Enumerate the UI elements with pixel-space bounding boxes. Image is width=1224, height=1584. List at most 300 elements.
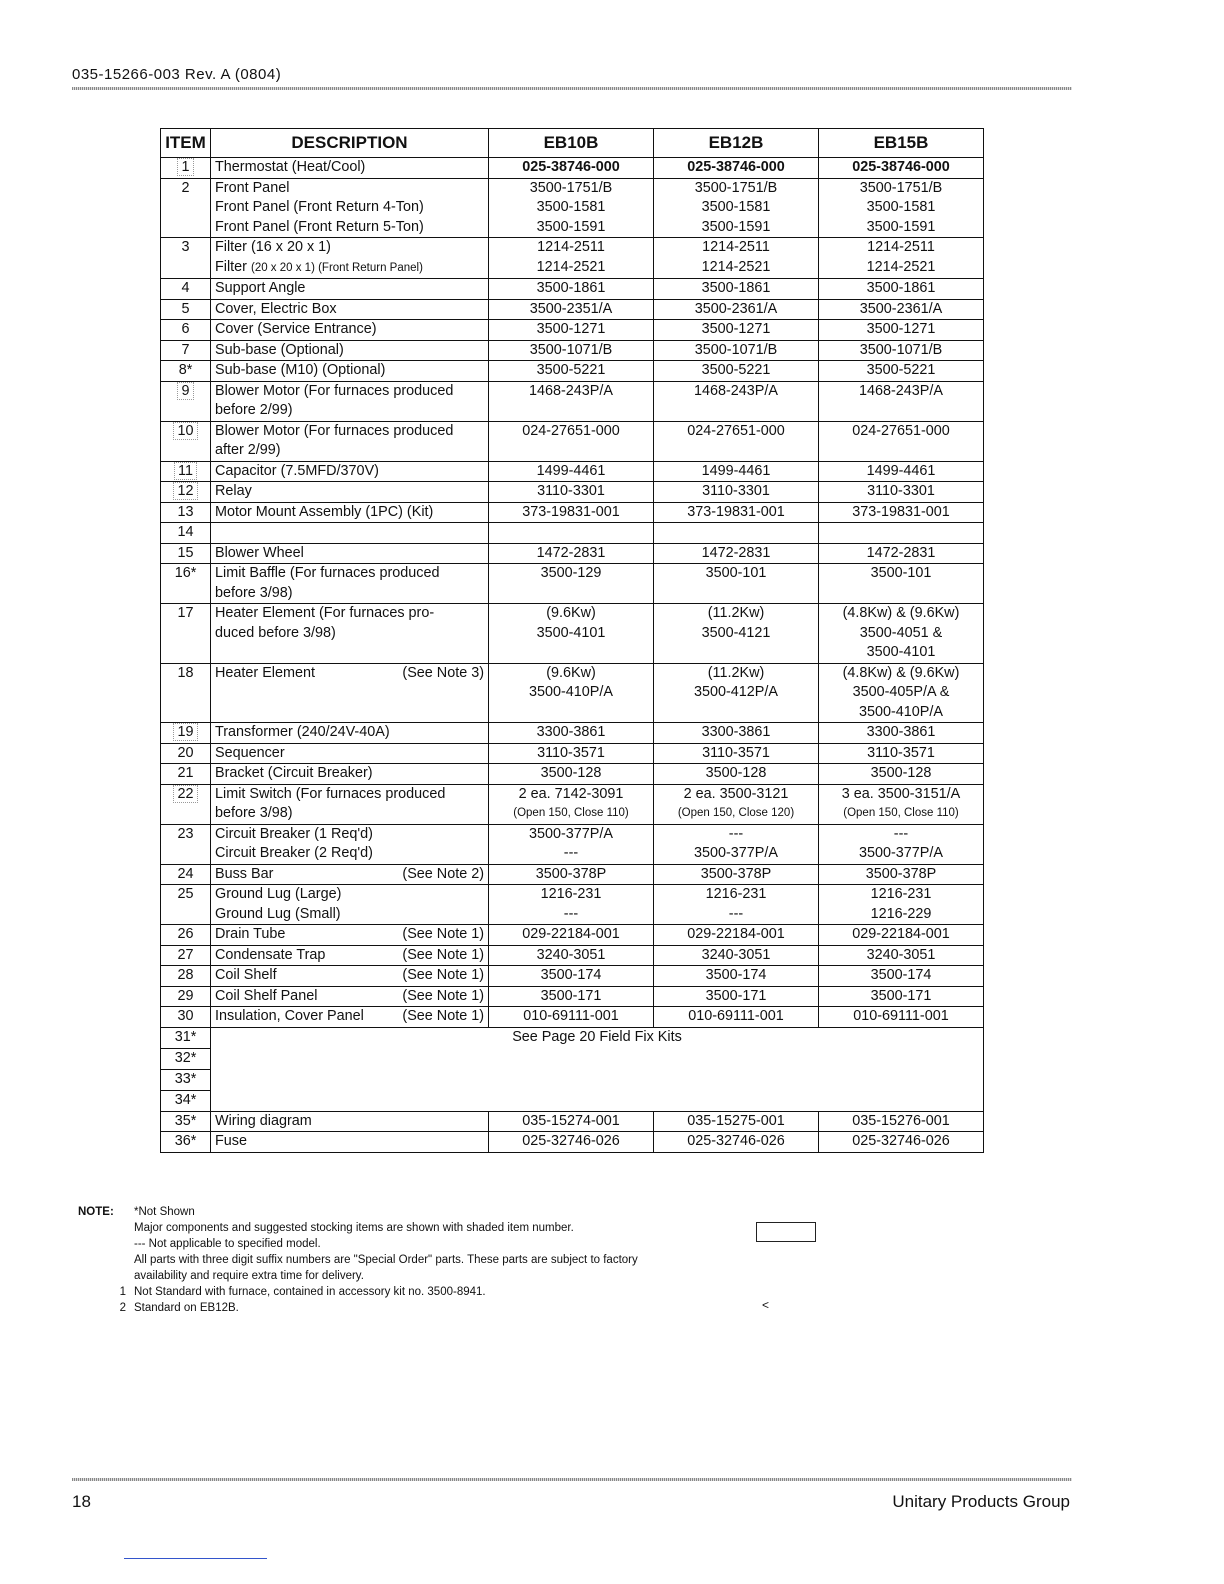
item-number: 28: [177, 967, 194, 983]
footnote-2: [78, 1300, 798, 1316]
item-number: 13: [177, 503, 194, 520]
eb15b-part-cell: [819, 966, 984, 987]
item-number-cell: [161, 238, 211, 279]
cell-line: Heater Element (For furnaces pro-: [215, 605, 435, 621]
eb12b-part-cell: [654, 158, 819, 179]
notes-section: [78, 1204, 798, 1316]
cell-line: 3500-5221: [701, 362, 771, 378]
eb10b-part-cell: [489, 824, 654, 864]
item-number: 20: [177, 744, 194, 761]
table-row: [161, 743, 984, 764]
eb15b-part-cell: [819, 461, 984, 482]
cell-line: 3500-1071/B: [529, 341, 613, 358]
eb15b-part-cell: [819, 238, 984, 279]
eb15b-part-cell: [819, 945, 984, 966]
eb15b-part-cell: [819, 482, 984, 503]
cell-line: Filter (16 x 20 x 1): [215, 239, 331, 255]
table-row: [161, 482, 984, 503]
eb12b-part-cell: [654, 864, 819, 885]
cell-line: 1216-231: [705, 886, 767, 902]
cell-text: Drain Tube: [215, 926, 286, 942]
eb10b-part-cell: [489, 421, 654, 461]
cell-line: Fuse: [215, 1133, 247, 1149]
eb10b-part-cell: [489, 361, 654, 382]
cell-line: 3500-128: [870, 765, 932, 781]
cell-line: 035-15274-001: [522, 1112, 620, 1129]
note-line: --- Not applicable to specified model.: [134, 1238, 321, 1250]
cell-line: 1216-231: [540, 886, 602, 902]
cell-line: before 3/98): [215, 805, 293, 821]
cell-line: ---: [728, 905, 744, 922]
item-number-cell: [161, 663, 211, 723]
eb10b-part-cell: [489, 1132, 654, 1153]
description-cell: [211, 502, 489, 523]
cell-line: 3500-1271: [536, 321, 606, 337]
description-cell: [211, 743, 489, 764]
cell-line: 1499-4461: [536, 462, 606, 479]
cell-line: 1499-4461: [701, 462, 771, 479]
cell-line: 024-27651-000: [522, 422, 620, 439]
page-number: 18: [72, 1492, 91, 1511]
cell-text: Coil Shelf Panel: [215, 987, 318, 1004]
cell-text: (See Note 1): [402, 926, 484, 942]
item-number-cell: [161, 158, 211, 179]
cell-line: 3500-1591: [866, 218, 936, 235]
cell-line: 035-15275-001: [687, 1112, 785, 1129]
cell-line: 3500-5221: [536, 362, 606, 378]
eb10b-part-cell: [489, 1111, 654, 1132]
description-cell: [211, 986, 489, 1007]
cell-line: Filter (20 x 20 x 1) (Front Return Panel): [215, 258, 423, 275]
eb10b-part-cell: [489, 663, 654, 723]
cell-line: Ground Lug (Small): [215, 905, 341, 922]
cell-line: Sequencer: [215, 744, 285, 761]
item-number: 6: [181, 321, 190, 337]
eb15b-part-cell: [819, 764, 984, 785]
eb10b-part-cell: [489, 885, 654, 925]
eb12b-part-cell: [654, 564, 819, 604]
cell-line: 3500-1581: [866, 199, 936, 215]
description-cell: [211, 1132, 489, 1153]
eb12b-part-cell: [654, 925, 819, 946]
cell-line: 1214-2511: [537, 239, 605, 255]
cell-text: (See Note 1): [402, 967, 484, 983]
item-number: 27: [177, 946, 194, 963]
eb10b-part-cell: [489, 604, 654, 664]
item-number: 29: [177, 987, 194, 1004]
eb10b-part-cell: [489, 238, 654, 279]
cell-line: 3110-3571: [537, 744, 605, 761]
parts-table: [160, 128, 984, 1153]
cell-line: 010-69111-001: [523, 1008, 619, 1024]
company-name: Unitary Products Group: [892, 1492, 1070, 1511]
cell-line: 1468-243P/A: [528, 382, 613, 399]
cell-line: 3110-3571: [867, 744, 935, 761]
eb12b-part-cell: [654, 299, 819, 320]
cell-line: 1499-4461: [866, 462, 936, 479]
eb15b-part-cell: [819, 543, 984, 564]
eb15b-part-cell: [819, 663, 984, 723]
eb12b-part-cell: [654, 238, 819, 279]
cell-line: 3500-4101: [536, 624, 606, 641]
footnote-text: Not Standard with furnace, contained in accessory kit no. 3500-8941.: [134, 1286, 486, 1298]
table-header-row: [161, 129, 984, 158]
description-cell: [211, 663, 489, 723]
table-row: [161, 564, 984, 604]
item-number-cell: [161, 299, 211, 320]
eb15b-part-cell: [819, 925, 984, 946]
item-number-cell: [161, 864, 211, 885]
table-row: [161, 320, 984, 341]
item-number: 3: [181, 239, 190, 255]
eb15b-part-cell: [819, 864, 984, 885]
item-number-cell: [161, 320, 211, 341]
item-number-cell: [161, 421, 211, 461]
description-cell: [211, 764, 489, 785]
item-number: 35*: [174, 1112, 197, 1129]
cell-line: [215, 987, 484, 1007]
cell-line: 3500-377P/A: [528, 825, 613, 842]
col-header-item: ITEM: [161, 129, 211, 158]
item-number: 18: [177, 664, 194, 681]
cell-line: (Open 150, Close 110): [843, 807, 959, 819]
item-number: 19: [173, 723, 197, 741]
eb12b-part-cell: [654, 340, 819, 361]
cell-line: 3110-3301: [702, 483, 770, 499]
item-number-cell: 31*: [161, 1027, 211, 1048]
cell-line: Sub-base (Optional): [215, 341, 344, 358]
cell-line: 3240-3051: [866, 946, 936, 963]
item-number-cell: [161, 523, 211, 544]
description-cell: [211, 381, 489, 421]
cell-line: (Open 150, Close 120): [677, 807, 795, 819]
item-number-cell: [161, 764, 211, 785]
table-row: [161, 1111, 984, 1132]
cell-line: 010-69111-001: [688, 1008, 784, 1024]
cell-line: 1214-2511: [867, 239, 935, 255]
footnote-1: [78, 1284, 798, 1300]
parts-table-body: [161, 158, 984, 1153]
cell-line: Transformer (240/24V-40A): [215, 724, 390, 740]
cell-line: Relay: [215, 483, 252, 499]
eb15b-part-cell: [819, 1111, 984, 1132]
cell-line: 3500-1071/B: [859, 341, 943, 358]
eb10b-part-cell: [489, 764, 654, 785]
item-number: 30: [177, 1008, 194, 1024]
eb12b-part-cell: [654, 178, 819, 238]
cell-line: 3500-171: [540, 987, 602, 1004]
table-row: [161, 421, 984, 461]
table-row: [161, 543, 984, 564]
eb10b-part-cell: [489, 502, 654, 523]
note-line: All parts with three digit suffix numbers are "Special Order" parts. These parts are subject to factory: [134, 1254, 638, 1266]
cell-line: 025-38746-000: [852, 159, 950, 175]
item-number: 16*: [174, 565, 197, 581]
cell-text: Coil Shelf: [215, 967, 277, 983]
cell-line: 3500-1071/B: [694, 341, 778, 358]
footer-rule: [72, 1478, 1072, 1481]
eb15b-part-cell: [819, 421, 984, 461]
link-underline[interactable]: [124, 1558, 267, 1559]
cell-line: ---: [563, 845, 579, 861]
table-row: [161, 502, 984, 523]
eb10b-part-cell: [489, 279, 654, 300]
eb10b-part-cell: [489, 482, 654, 503]
eb10b-part-cell: [489, 543, 654, 564]
description-cell: [211, 925, 489, 946]
eb12b-part-cell: [654, 986, 819, 1007]
eb12b-part-cell: [654, 381, 819, 421]
cell-line: [215, 865, 484, 885]
eb10b-part-cell: [489, 523, 654, 544]
eb12b-part-cell: [654, 361, 819, 382]
cell-line: 029-22184-001: [522, 926, 620, 942]
description-cell: [211, 543, 489, 564]
table-row: [161, 158, 984, 179]
notes-label: NOTE:: [78, 1206, 114, 1218]
table-row: [161, 361, 984, 382]
note-line: Major components and suggested stocking items are shown with shaded item number.: [134, 1222, 574, 1234]
eb15b-part-cell: [819, 299, 984, 320]
cell-line: 1468-243P/A: [693, 382, 778, 399]
table-row: [161, 381, 984, 421]
cell-line: 3500-1751/B: [529, 179, 613, 196]
item-number: 5: [181, 300, 190, 317]
cell-text: (See Note 1): [402, 1008, 484, 1024]
eb12b-part-cell: [654, 421, 819, 461]
cell-line: 3110-3571: [702, 744, 770, 761]
eb15b-part-cell: [819, 158, 984, 179]
description-cell: [211, 482, 489, 503]
eb12b-part-cell: [654, 764, 819, 785]
cell-line: 3500-378P: [700, 865, 772, 882]
cell-line: 1216-231: [870, 886, 932, 902]
table-row: [161, 945, 984, 966]
cell-line: 3500-1591: [536, 218, 606, 235]
item-number: 24: [177, 865, 194, 882]
cell-line: 1472-2831: [866, 544, 936, 561]
eb12b-part-cell: [654, 743, 819, 764]
cell-line: 3500-405P/A &: [852, 684, 950, 700]
cell-line: 035-15276-001: [852, 1112, 950, 1129]
cell-line: 1214-2511: [702, 239, 770, 255]
cell-line: 3500-4121: [701, 624, 771, 641]
table-row: [161, 340, 984, 361]
eb12b-part-cell: [654, 1111, 819, 1132]
table-row: [161, 824, 984, 864]
description-cell: [211, 340, 489, 361]
eb10b-part-cell: [489, 864, 654, 885]
eb12b-part-cell: [654, 523, 819, 544]
cell-line: Support Angle: [215, 280, 306, 296]
footnote-text: Standard on EB12B.: [134, 1302, 239, 1314]
eb10b-part-cell: [489, 743, 654, 764]
cell-line: (Open 150, Close 110): [513, 807, 629, 819]
cell-line: Ground Lug (Large): [215, 886, 342, 902]
item-number-cell: [161, 925, 211, 946]
eb10b-part-cell: [489, 299, 654, 320]
header-rule: [72, 87, 1072, 90]
item-number: 21: [177, 765, 194, 781]
cell-line: 2 ea. 7142-3091: [518, 785, 624, 802]
cell-text: Insulation, Cover Panel: [215, 1008, 364, 1024]
description-cell: [211, 945, 489, 966]
cell-line: [215, 664, 484, 684]
item-number: 36*: [174, 1133, 197, 1149]
cell-line: 3500-171: [870, 987, 932, 1004]
table-row: [161, 299, 984, 320]
cell-line: 3500-1861: [536, 280, 606, 296]
eb12b-part-cell: [654, 966, 819, 987]
description-cell: [211, 158, 489, 179]
table-row: [161, 1007, 984, 1028]
eb10b-part-cell: [489, 925, 654, 946]
cell-line: 025-32746-026: [687, 1133, 785, 1149]
item-number: 17: [177, 605, 194, 621]
item-number: 25: [177, 886, 194, 902]
item-number: 12: [173, 482, 197, 500]
item-number: 1: [177, 158, 193, 176]
item-number-cell: [161, 784, 211, 824]
cell-line: Limit Baffle (For furnaces produced: [215, 565, 440, 581]
description-cell: [211, 279, 489, 300]
table-row: [161, 966, 984, 987]
item-number-cell: 33*: [161, 1069, 211, 1090]
table-row: [161, 663, 984, 723]
item-number-cell: [161, 986, 211, 1007]
cell-line: 373-19831-001: [852, 503, 950, 520]
cell-line: [493, 523, 649, 543]
item-number-cell: [161, 1007, 211, 1028]
cell-line: 3500-2361/A: [694, 300, 778, 317]
description-cell: [211, 299, 489, 320]
eb12b-part-cell: [654, 482, 819, 503]
eb12b-part-cell: [654, 663, 819, 723]
eb12b-part-cell: [654, 784, 819, 824]
item-number-cell: [161, 564, 211, 604]
cell-line: Bracket (Circuit Breaker): [215, 765, 373, 781]
cell-line: 1472-2831: [536, 544, 606, 561]
cell-line: 3240-3051: [701, 946, 771, 963]
cell-line: 3110-3301: [867, 483, 935, 499]
cell-line: 3500-1751/B: [859, 179, 943, 196]
item-number: 10: [173, 422, 197, 440]
cell-line: [215, 523, 484, 543]
eb10b-part-cell: [489, 723, 654, 744]
cell-line: 3500-378P: [865, 865, 937, 882]
cell-text: (See Note 1): [402, 946, 484, 963]
cell-line: after 2/99): [215, 442, 281, 458]
cell-line: before 2/99): [215, 402, 293, 418]
cell-text: Condensate Trap: [215, 946, 326, 963]
table-row: [161, 279, 984, 300]
col-header-eb12b: EB12B: [654, 129, 819, 158]
cell-line: Motor Mount Assembly (1PC) (Kit): [215, 503, 434, 520]
eb12b-part-cell: [654, 945, 819, 966]
cell-line: 3500-4051 &: [859, 624, 943, 641]
table-row: [161, 523, 984, 544]
item-number-cell: [161, 743, 211, 764]
cell-line: Wiring diagram: [215, 1112, 312, 1129]
eb12b-part-cell: [654, 824, 819, 864]
cell-line: 010-69111-001: [853, 1008, 949, 1024]
margin-mark: <: [762, 1298, 770, 1312]
eb12b-part-cell: [654, 543, 819, 564]
cell-line: 3500-410P/A: [858, 703, 943, 720]
item-number-cell: [161, 340, 211, 361]
cell-line: 1472-2831: [701, 544, 771, 561]
eb15b-part-cell: [819, 340, 984, 361]
eb15b-part-cell: [819, 986, 984, 1007]
eb15b-part-cell: [819, 320, 984, 341]
item-number: 15: [177, 544, 194, 561]
cell-line: Cover (Service Entrance): [215, 321, 377, 337]
item-number: 14: [177, 524, 194, 540]
eb15b-part-cell: [819, 1007, 984, 1028]
cell-line: 2 ea. 3500-3121: [683, 785, 789, 802]
item-number: 9: [177, 382, 193, 400]
description-cell: [211, 885, 489, 925]
eb15b-part-cell: [819, 564, 984, 604]
cell-line: 3500-1271: [866, 321, 936, 337]
item-number-cell: [161, 824, 211, 864]
item-number-cell: [161, 1132, 211, 1153]
eb15b-part-cell: [819, 885, 984, 925]
cell-line: 029-22184-001: [687, 926, 785, 942]
cell-line: 3500-174: [705, 967, 767, 983]
item-number-cell: [161, 885, 211, 925]
cell-line: (11.2Kw): [707, 664, 765, 681]
description-cell: [211, 320, 489, 341]
cell-line: Blower Motor (For furnaces produced: [215, 382, 454, 399]
item-number: 8*: [178, 362, 193, 378]
eb10b-part-cell: [489, 784, 654, 824]
description-cell: [211, 723, 489, 744]
cell-line: 1214-2521: [536, 258, 606, 275]
eb15b-part-cell: [819, 178, 984, 238]
cell-text: (See Note 1): [402, 987, 484, 1004]
cell-line: 3500-1581: [536, 199, 606, 215]
cell-line: 3240-3051: [536, 946, 606, 963]
cell-line: 3500-1271: [701, 321, 771, 337]
eb12b-part-cell: [654, 723, 819, 744]
table-row: [161, 723, 984, 744]
eb15b-part-cell: [819, 743, 984, 764]
eb10b-part-cell: [489, 178, 654, 238]
cell-line: Front Panel (Front Return 4-Ton): [215, 199, 424, 215]
eb12b-part-cell: [654, 502, 819, 523]
eb12b-part-cell: [654, 1007, 819, 1028]
cell-line: 3500-171: [705, 987, 767, 1004]
cell-line: 3500-378P: [535, 865, 607, 882]
cell-line: 3500-1861: [866, 280, 936, 296]
eb15b-part-cell: [819, 824, 984, 864]
item-number-cell: [161, 461, 211, 482]
cell-line: 3300-3861: [536, 724, 606, 740]
cell-line: (9.6Kw): [546, 605, 596, 621]
cell-text: Heater Element: [215, 664, 315, 681]
table-row: [161, 604, 984, 664]
eb10b-part-cell: [489, 564, 654, 604]
item-number: 7: [181, 341, 190, 358]
cell-line: 3500-174: [870, 967, 932, 983]
cell-line: [215, 925, 484, 945]
document-code: 035-15266-003 Rev. A (0804): [72, 66, 282, 83]
table-row: [161, 864, 984, 885]
eb12b-part-cell: [654, 279, 819, 300]
cell-line: (11.2Kw): [707, 605, 765, 621]
item-number-cell: 34*: [161, 1090, 211, 1111]
